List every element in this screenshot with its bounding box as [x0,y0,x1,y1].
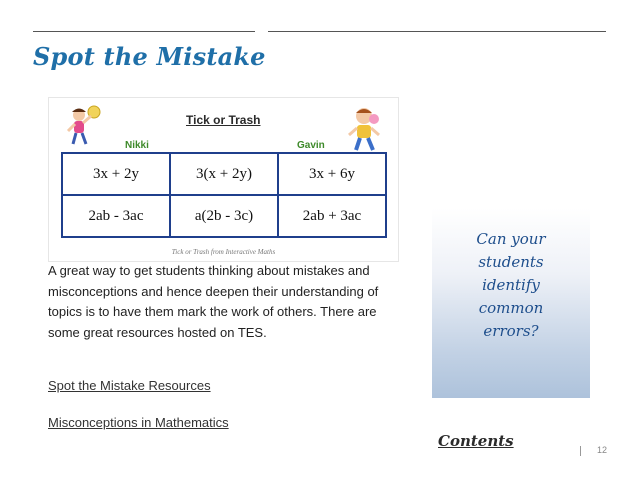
callout-line: Can your [476,230,546,248]
header-rule-right [268,31,606,32]
table-cell: 2ab - 3ac [62,195,170,237]
girl-volleyball-icon [61,104,107,146]
page-number: 12 [597,445,608,455]
spot-the-mistake-resources-link[interactable]: Spot the Mistake Resources [48,378,211,393]
contents-link[interactable]: Contents [438,432,514,450]
table-cell: a(2b - 3c) [170,195,278,237]
callout-text [432,228,590,343]
worksheet-name-nikki: Nikki [125,140,149,151]
table-cell: 3(x + 2y) [170,153,278,195]
boy-bubblegum-icon [344,104,388,152]
worksheet-image [48,97,399,262]
callout-box [432,208,590,398]
table-row [62,195,386,237]
table-cell: 3x + 6y [278,153,386,195]
header-rule-left [33,31,255,32]
worksheet-heading: Tick or Trash [186,113,261,127]
worksheet-name-gavin: Gavin [297,140,325,151]
footer-separator [580,446,581,456]
misconceptions-in-mathematics-link[interactable]: Misconceptions in Mathematics [48,415,229,430]
callout-line: identify [482,276,540,294]
table-cell: 2ab + 3ac [278,195,386,237]
worksheet-table [61,152,387,238]
callout-line: errors? [483,322,539,340]
body-paragraph: A great way to get students thinking about mistakes and misconceptions and hence deepen their understanding of topics is to have them mark the work of others. There are some great resources hosted on TES. [48,263,379,340]
worksheet-caption: Tick or Trash from Interactive Maths [171,248,276,256]
slide-title: Spot the Mistake [33,42,266,71]
callout-line: students [478,253,544,271]
table-cell: 3x + 2y [62,153,170,195]
table-row [62,153,386,195]
callout-line: common [478,299,544,317]
